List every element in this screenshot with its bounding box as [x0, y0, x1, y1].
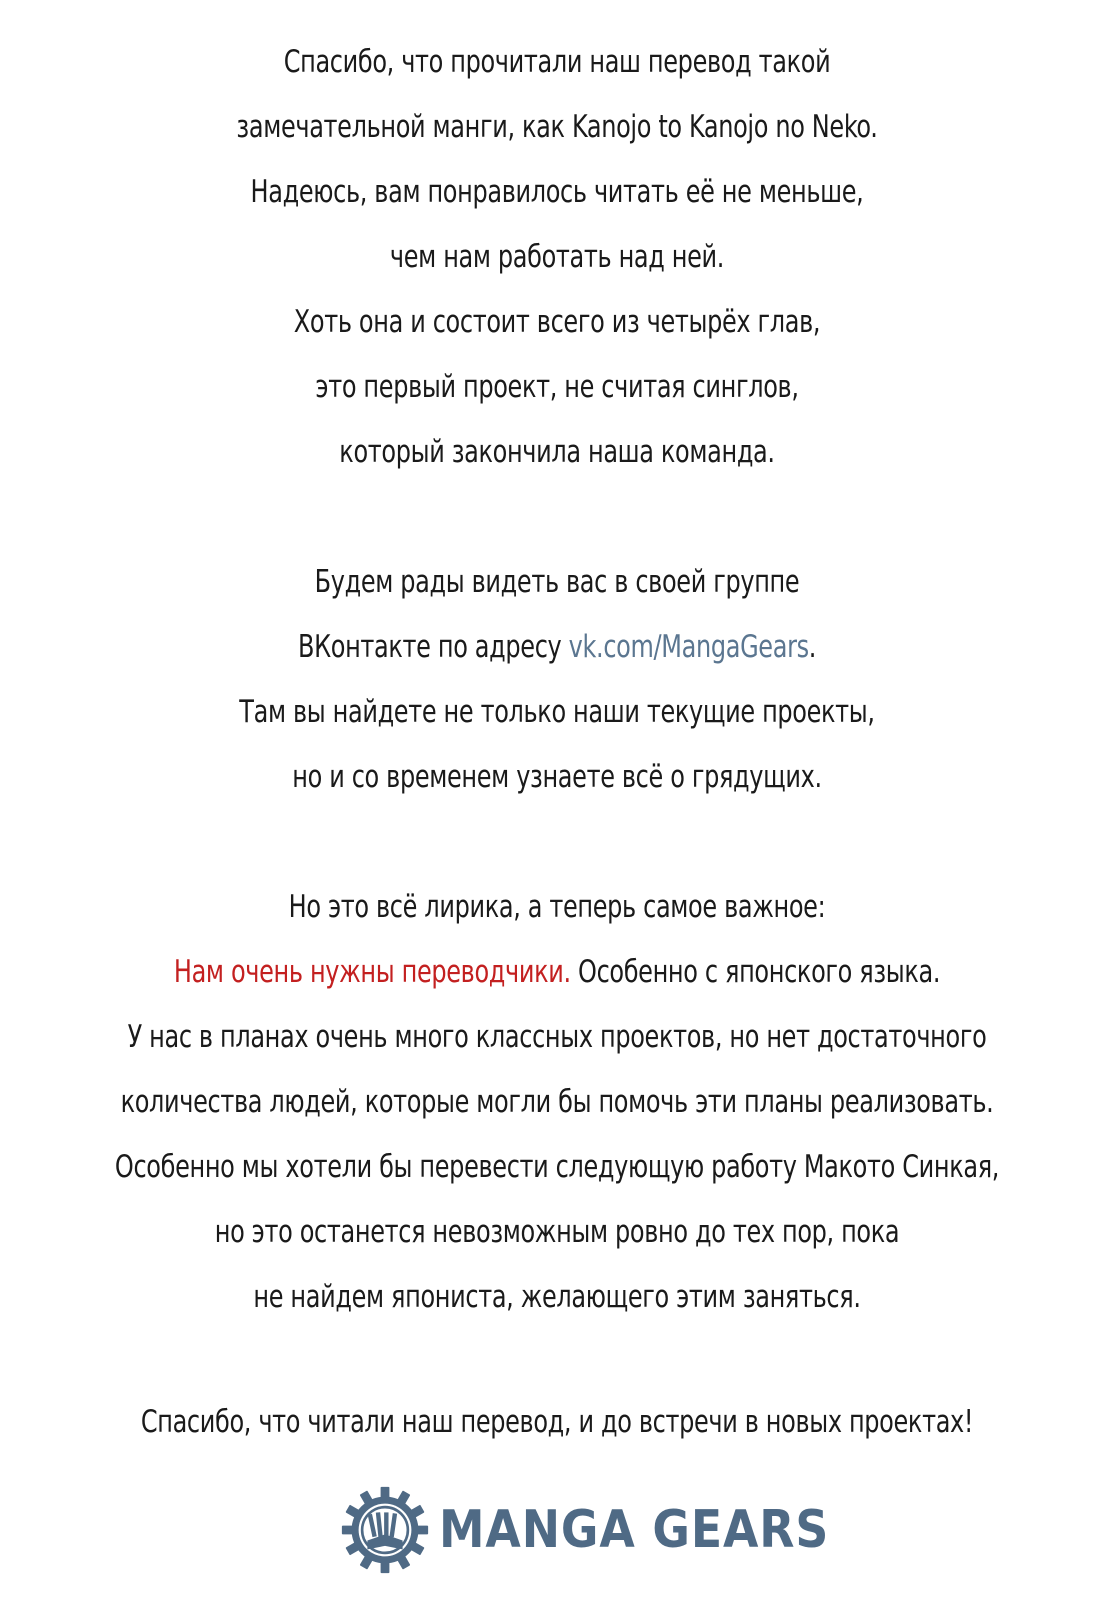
text-line: Спасибо, что читали наш перевод, и до встречи в новых проектах!	[140, 1404, 974, 1440]
text-line: но и со временем узнаете всё о грядущих.	[292, 759, 822, 795]
thanks-paragraph	[40, 30, 1074, 485]
text-line: который закончила наша команда.	[339, 434, 775, 470]
text-line: количества людей, которые могли бы помочь эти планы реализовать.	[120, 1084, 994, 1120]
text-line: Там вы найдете не только наши текущие проекты,	[239, 694, 875, 730]
text-line	[112, 940, 1001, 1005]
text-fragment: Особенно с японского языка.	[570, 954, 941, 990]
text-line: Хоть она и состоит всего из четырёх глав,	[293, 304, 821, 340]
text-line: не найдем япониста, желающего этим заняться.	[253, 1279, 861, 1315]
text-line: Надеюсь, вам понравилось читать её не меньше,	[250, 174, 864, 210]
text-line: замечательной манги, как Kanojo to Kanojo no Neko.	[236, 109, 878, 145]
text-line: Но это всё лирика, а теперь самое важное:	[288, 889, 826, 925]
text-line: Спасибо, что прочитали наш перевод такой	[283, 44, 831, 80]
closing-paragraph	[40, 1390, 1074, 1455]
logo-text: MANGA GEARS	[439, 1500, 830, 1560]
gear-book-icon	[341, 1486, 429, 1574]
group-paragraph	[40, 550, 1074, 810]
text-line: У нас в планах очень много классных проектов, но нет достаточного	[127, 1019, 987, 1055]
text-line: Будем рады видеть вас в своей группе	[314, 564, 800, 600]
text-line: но это останется невозможным ровно до тех пор, пока	[214, 1214, 900, 1250]
text-line: это первый проект, не считая синглов,	[315, 369, 799, 405]
text-line	[112, 615, 1001, 680]
manga-gears-logo	[341, 1485, 882, 1575]
translators-needed-highlight: Нам очень нужны переводчики.	[173, 954, 571, 990]
text-line: чем нам работать над ней.	[389, 239, 725, 275]
text-fragment: .	[808, 629, 817, 665]
recruitment-paragraph	[40, 875, 1074, 1330]
text-line: Особенно мы хотели бы перевести следующую работу Макото Синкая,	[114, 1149, 1000, 1185]
text-fragment: ВКонтакте по адресу	[297, 629, 569, 665]
vk-group-link[interactable]: vk.com/MangaGears	[568, 629, 809, 665]
